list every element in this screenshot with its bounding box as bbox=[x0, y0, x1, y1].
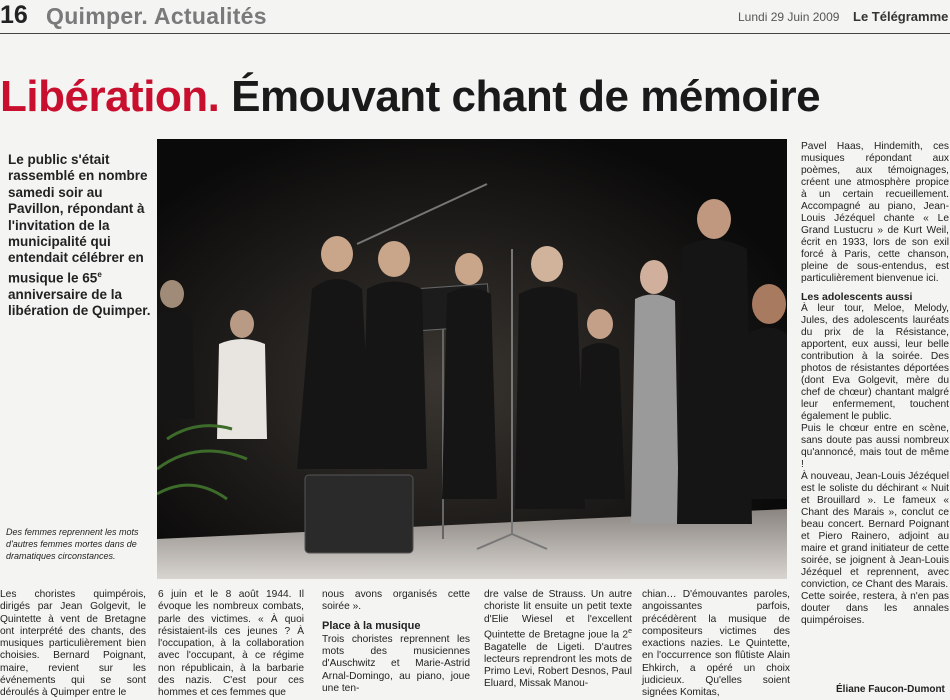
byline: Éliane Faucon-Dumont bbox=[836, 684, 945, 695]
headline bbox=[0, 72, 820, 122]
right-paragraph-2: À leur tour, Meloe, Melody, Jules, des adolescents lauréats du prix de la Résistance, apportent, eux aussi, leur belle contribution à la soirée. Des photos de résistantes déportées (dont Eva Golgevit, mère du chef de chœur) chantant malgré leur enfermement, touchent également le public. bbox=[801, 303, 949, 422]
column-3-text-a: nous avons organisés cette soirée ». bbox=[322, 589, 470, 613]
subhead-music: Place à la musique bbox=[322, 619, 421, 632]
column-4-text bbox=[484, 589, 632, 691]
intro-part-1: Le public s'était rassemblé en nombre samedi soir au Pavillon, répondant à l'invitation de la municipalité qui entendait célébrer en musique le bbox=[8, 152, 148, 286]
column-1-text: Les choristes quimpérois, dirigés par Jean Golgevit, le Quintette à vent de Bretagne ont interprété des chants, des musiques particulièrement bien choisies. Bernard Poignant, maire, revient sur les événements qui se sont déroulés à Quimper entre le bbox=[0, 589, 146, 699]
intro-ordinal: 65 bbox=[82, 270, 98, 286]
right-paragraph-4: À nouveau, Jean-Louis Jézéquel est le soliste du déchirant « Nuit et Brouillard ». Le fameux « Chant des Marais », conclut ce beau concert. Bernard Poignant et Piero Rainero, adjoint au maire et grand initiateur de cette soirée, se joignent à Jean-Louis Jézéquel et reprennent, avec conviction, ce Chant des Marais. bbox=[801, 471, 949, 590]
text-column-1 bbox=[0, 589, 146, 700]
issue-date: Lundi 29 Juin 2009 bbox=[738, 10, 840, 24]
right-column bbox=[801, 141, 949, 627]
newspaper-name: Le Télégramme bbox=[853, 9, 949, 24]
text-column-2 bbox=[158, 589, 304, 700]
subhead-adolescents: Les adolescents aussi bbox=[801, 291, 913, 303]
intro-ordinal-sup: e bbox=[97, 269, 102, 279]
right-paragraph-5: Cette soirée, restera, à n'en pas douter dans les annales quimpéroises. bbox=[801, 591, 949, 626]
section-title: Quimper. Actualités bbox=[46, 3, 267, 29]
column-4-sup: e bbox=[628, 627, 632, 635]
column-5-text: chian… D'émouvantes paroles, angoissantes parfois, précédèrent la musique de compositeurs victimes des exactions nazies. Le Quintette, en l'occurrence son flûtiste Alain Ehkirch, a opéré un choix judicieux. Qu'elles soient signées Komitas, bbox=[642, 589, 790, 699]
headline-kicker: Libération. bbox=[0, 72, 220, 121]
column-4-part-2: Bagatelle de Ligeti. D'autres lecteurs reprendront les mots de Primo Levi, Robert Desnos, Paul Eluard, Missak Manou- bbox=[484, 641, 632, 690]
column-4-part-1: dre valse de Strauss. Un autre choriste lit ensuite un petit texte d'Elie Wiesel et l'excellent Quintette de Bretagne joue la 2 bbox=[484, 589, 632, 641]
right-paragraph-1: Pavel Haas, Hindemith, ces musiques répondant aux poèmes, aux témoignages, créent une atmosphère propice à un certain recueillement. Accompagné au piano, Jean-Louis Jézéquel chante « Le Grand Lustucru » de Kurt Weil, écrit en 1933, lors de son exil forcé à Paris, cette chanson, pleine de sous-entendus, est particulièrement bienvenue ici. bbox=[801, 141, 949, 284]
headline-title: Émouvant chant de mémoire bbox=[231, 72, 821, 121]
article-intro bbox=[8, 152, 154, 320]
header-rule bbox=[0, 33, 950, 34]
text-column-4 bbox=[484, 589, 632, 691]
concert-photo bbox=[157, 139, 787, 579]
right-paragraph-3: Puis le chœur entre en scène, sans doute pas aussi nombreux qu'annoncé, mais tout de même ! bbox=[801, 423, 949, 470]
page-number: 16 bbox=[0, 1, 28, 29]
photo-caption: Des femmes reprennent les mots d'autres femmes mortes dans de dramatiques circonstances. bbox=[6, 527, 139, 561]
text-column-3 bbox=[322, 589, 470, 695]
intro-part-2: anniversaire de la libération de Quimper. bbox=[8, 286, 151, 319]
text-column-5 bbox=[642, 589, 790, 700]
column-2-text: 6 juin et le 8 août 1944. Il évoque les nombreux combats, parle des victimes. « À quoi résistaient-ils ces jeunes ? À l'occupation, à la collaboration avec l'occupant, à ce régime non républicain, à la barbarie des nazis. C'est pour ces hommes et ces femmes que bbox=[158, 589, 304, 699]
column-3-text-b: Trois choristes reprennent les mots des musiciennes d'Auschwitz et Marie-Astrid Arnal-Domingo, au piano, joue une ten- bbox=[322, 633, 470, 695]
